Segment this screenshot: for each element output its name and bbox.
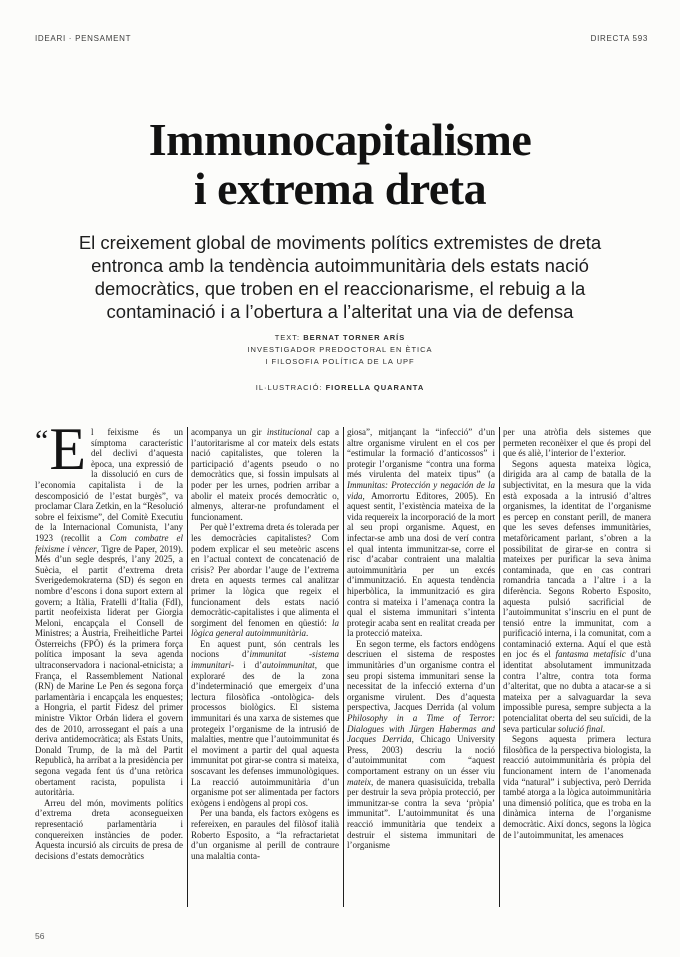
article-column-3 (347, 427, 495, 851)
article-column-4 (503, 427, 651, 840)
drop-cap-letter: E (49, 416, 86, 482)
italic-text: solució final (557, 723, 603, 734)
paragraph (35, 798, 183, 862)
body-text: per una atròfia dels sistemes que permeten reconèixer el que és propi del que és aliè, l’interior de l’exterior. (503, 427, 651, 459)
paragraph (347, 639, 495, 851)
body-text: , Amorrortu Editores, 2005). En aquest sentit, l’existència mateixa de la vida requereix la incorporació de la mort al seu propi organisme. Aquest, en infectar-se amb una dosi de verí contra el qual intenta immunitzar-se, corre el risc d’acabar contraient una malaltia autoimmunitària per un excés d’immunització. En aquesta tendència hiperbòlica, la immunització es gira contra si mateixa i l’amenaça contra la qual el sistema immunitari s’intenta protegir acaba sent en realitat creada per la protecció mateixa. (347, 490, 495, 639)
opening-quote-mark: “ (35, 424, 49, 457)
body-text: . (602, 723, 605, 734)
article-column-1 (35, 416, 184, 861)
body-text: Arreu del món, moviments polítics d’extrema dreta aconsegueixen representació parlamentària i conquereixen instàncies de poder. Aquesta incursió als circuits de presa de decisions d’estats democràtics (35, 797, 183, 861)
section-label: IDEARI · PENSAMENT (35, 34, 132, 43)
column-rule (499, 427, 500, 907)
body-text: giosa”, mitjançant la “infecció” d’un altre organisme virulent en el cos per “estimular la formació d’anticossos” i protegir l’organisme “contra una forma més virulenta del mateix tipus” (a (347, 427, 495, 480)
paragraph (503, 459, 651, 734)
column-rule (343, 427, 344, 907)
article-column-2 (191, 427, 339, 861)
page-title (0, 115, 680, 213)
body-text: En segon terme, els factors endògens descriuen el sistema de respostes immunitàries d’un organisme contra el seu propi sistema immunitari sense la necessitat de la infecció externa d’un organisme virulent. Des d’aquesta perspectiva, Jacques Derrida (al volum (347, 638, 495, 713)
byline-role-line2: I FILOSOFIA POLÍTICA DE LA UPF (265, 357, 415, 366)
page-title-line2: i extrema dreta (193, 162, 487, 214)
byline-role-line1: INVESTIGADOR PREDOCTORAL EN ÈTICA (247, 345, 433, 354)
page-number: 56 (35, 931, 45, 941)
paragraph (191, 639, 339, 809)
italic-text: fantasma metafísic (555, 649, 626, 660)
italic-text: Com combatre el feixisme i vèncer (35, 532, 184, 554)
body-text: , Tigre de Paper, 2019). Més d’un segle després, l’any 2025, a Suècia, el partit d’extrema dreta Sverigedemokraterna (SD) és segon en nombre d’escons i dona suport extern al govern; a Itàlia, Fratelli d’Italia (FdI), partit neofeixista liderat per Giorgia Meloni, encapçala el Consell de Ministres; a Àustria, Freiheitliche Partei Österreichs (FPÖ) és la primera força política imposant la seva agenda ultraconservadora i nacional-etnicista; a França, el Rassemblement National (RN) de Marine Le Pen és segona força parlamentària i encapçala les enquestes; a Hongria, el partit Fidesz del primer ministre Viktor Orbán lidera el govern des de 2010, arrossegant el país a una deriva antidemocràtica; als Estats Units, Donald Trump, de la mà del Partit Republicà, ha arribat a la presidència per segona vegada fent ús d’una retòrica obertament racista, populista i autoritària. (35, 543, 183, 798)
illustrator-name: FIORELLA QUARANTA (325, 383, 425, 392)
body-text: Segons aquesta primera lectura filosòfica de la perspectiva biologista, la reacció autoimmunitària és pròpia del funcionament intern de l’anomenada vida “natural” i subjectiva, però Derrida també atorga a la lògica autoimmunitària una dimensió política, que es troba en la dinàmica interna de l’organisme democràtic. Així doncs, segons la lògica de l’autoimmunitat, les amenaces (503, 734, 651, 840)
byline-text-label: TEXT: (274, 333, 304, 342)
body-text: , de manera quasisuïcida, treballa per destruir la seva pròpia protecció, per immunitzar-se contra la seva ‘pròpia’ immunitat”. L’autoimmunitat és una reacció immunitària que tendeix a destruir el sistema immunitari de l’organisme (347, 776, 495, 851)
paragraph (35, 416, 184, 798)
paragraph (347, 427, 495, 639)
italic-text: la lògica general autoimmunitària (191, 617, 339, 639)
issue-label: DIRECTA 593 (590, 34, 648, 43)
body-text: cap a l’autoritarisme al cor mateix dels estats nació capitalistes, que toleren la participació d’agents pseudo o no democràtics que, si fossin impulsats al poder per les urnes, podrien arribar a abolir el mateix procés democràtic o, almenys, alterar-ne profundament el funcionament. (191, 427, 340, 522)
body-text: i d’ (234, 660, 263, 671)
italic-text: mateix (347, 776, 371, 787)
illustration-label: IL·LUSTRACIÓ: (255, 383, 326, 392)
byline-author: BERNAT TORNER ARÍS (303, 333, 406, 342)
article-body (35, 416, 651, 907)
byline (0, 332, 680, 394)
body-text: Segons aquesta mateixa lògica, dirigida ara al camp de batalla de la subjectivitat, en la mesura que la vida està exposada a la intrusió d’altres organismes, la identitat de l’organisme es percep en constant perill, de manera que les seves defenses immunitàries, metafòricament parlant, s’obren a la possibilitat de girar-se en contra si mateixes per purificar la seva ànima contaminada, que en cas contrari romandria tancada a l’altre i a la diferència. Segons Roberto Esposito, aquesta pulsió sacrificial de l’autoimmunitat s’inscriu en el punt de tensió entre la immunitat, com a purificació interna, i la comunitat, com a contaminació externa. Aquí el que està en joc és el (503, 458, 651, 660)
body-text: , Chicago University Press, 2003) descriu la noció d’autoimmunitat com “aquest comportament estrany on un ésser viu (347, 734, 495, 776)
body-text: Per què l’extrema dreta és tolerada per les democràcies capitalistes? Com podem explicar el seu meteòric ascens en l’actual context de concatenació de crisis? Per abordar l’auge de l’extrema dreta en aquests termes cal analitzar primer la lògica que regeix el funcionament dels estats nació democràtic-capitalistes i que alimenta el sorgiment del fenomen en qüestió: (191, 522, 339, 628)
column-rule (187, 427, 188, 907)
drop-cap (35, 416, 86, 482)
body-text: d’una identitat absolutament immunitzada contra l’altre, contra tota forma d’alteritat, que no dubta a atacar-se a si mateixa per a salvaguardar la seva impossible puresa, sempre subjecta a la potencialitat oberta del seu suïcidi, de la seva particular (503, 649, 651, 734)
running-head (35, 34, 648, 43)
paragraph (191, 808, 339, 861)
body-text: . (306, 628, 309, 639)
italic-text: immunitat -sistema immunitari- (191, 649, 339, 671)
body-text: acompanya un gir (191, 427, 267, 437)
body-text: , que exploraré des de la zona d’indeterminació que emergeix d’una lectura filosòfica -ontològica- dels processos biològics. El sistema immunitari és una xarxa de sistemes que protegeix l’organisme de la intrusió de malalties, mentre que l’autoimmunitat és el moviment a partir del qual aquesta immunitat pot girar-se contra si mateixa, soscavant les defenses immunològiques. La reacció autoimmunitària d’un organisme pot ser alimentada per factors exògens i endògens al propi cos. (191, 660, 340, 808)
italic-text: autoimmunitat (262, 660, 315, 671)
italic-text: institucional (266, 427, 312, 437)
body-text: l feixisme és un símptoma característic del declivi d’aquesta època, una expressió de la dissolució en curs de l’economia capitalista i de la descomposició de l’estat burgès”, va proclamar Clara Zetkin, en la “Resolució sobre el feixisme”, del Comitè Executiu de la Internacional Comunista, l’any 1923 (recollit a (35, 427, 183, 543)
paragraph (191, 522, 339, 639)
paragraph (503, 427, 651, 459)
italic-text: Philosophy in a Time of Terror: Dialogues with Jürgen Habermas and Jacques Derrida (347, 713, 495, 745)
paragraph (503, 734, 651, 840)
article-lede: El creixement global de moviments polítics extremistes de dreta entronca amb la tendència autoimmunitària dels estats nació democràtics, que troben en el reaccionarisme, el rebuig a la contaminació i a l’obertura a l’alteritat una via de defensa (78, 231, 602, 322)
page-title-line1: Immunocapitalisme (148, 113, 532, 165)
italic-text: Immunitas: Protección y negación de la vida (347, 479, 495, 501)
body-text: En aquest punt, són centrals les nocions d’ (191, 638, 339, 660)
body-text: Per una banda, els factors exògens es refereixen, en paraules del filòsof italià Roberto Esposito, a “la refractarietat d’un organisme al perill de contraure una malaltia conta- (191, 808, 339, 861)
paragraph (191, 427, 339, 522)
